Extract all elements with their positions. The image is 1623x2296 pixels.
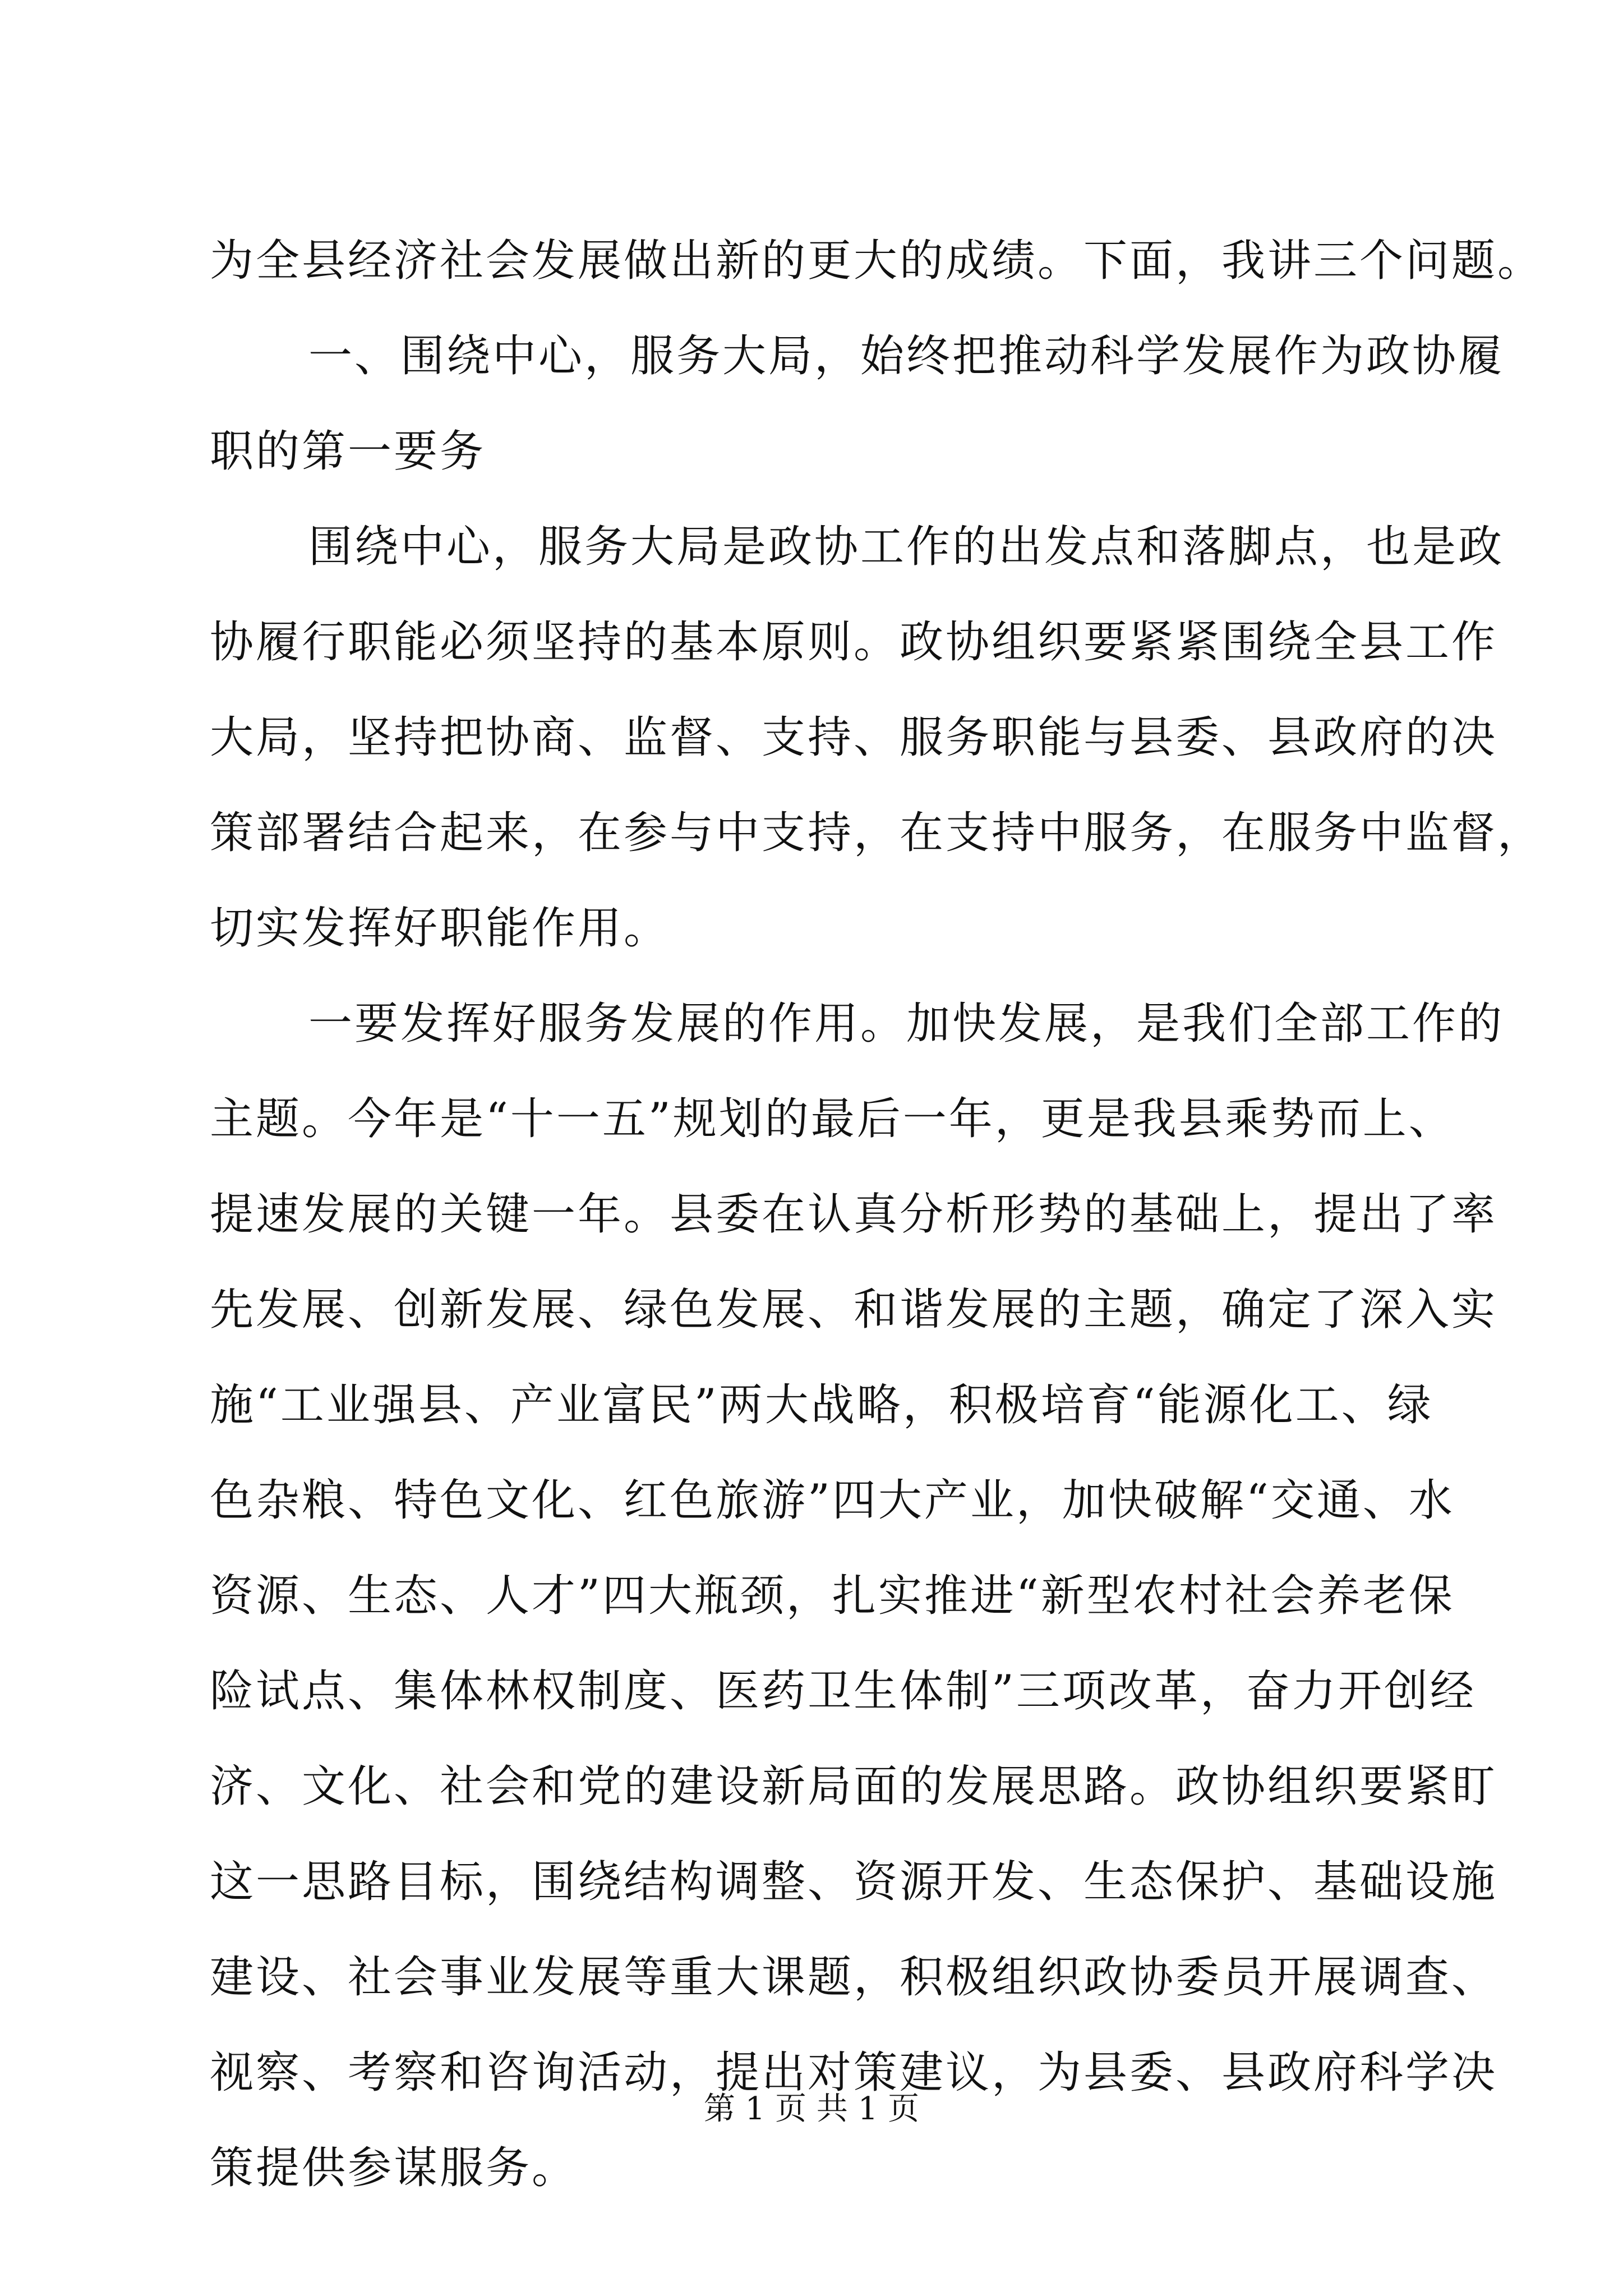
text-line: 资源、生态、人才”四大瓶颈，扎实推进“新型农村社会养老保: [210, 1571, 1455, 1621]
section-heading-line: 职的第一要务: [210, 426, 486, 477]
text-line: 济、文化、社会和党的建设新局面的发展思路。政协组织要紧盯: [210, 1761, 1498, 1812]
text-line: 这一思路目标，围绕结构调整、资源开发、生态保护、基础设施: [210, 1857, 1498, 1907]
section-heading-line: 一、围绕中心，服务大局，始终把推动科学发展作为政协履: [308, 331, 1505, 381]
text-line: 为全县经济社会发展做出新的更大的成绩。下面，我讲三个问题。: [210, 236, 1544, 286]
text-line: 主题。今年是“十一五”规划的最后一年，更是我县乘势而上、: [210, 1094, 1455, 1144]
text-line: 策部署结合起来，在参与中支持，在支持中服务，在服务中监督，: [210, 808, 1544, 858]
text-line: 切实发挥好职能作用。: [210, 903, 670, 954]
text-line: 提速发展的关键一年。县委在认真分析形势的基础上，提出了率: [210, 1189, 1498, 1240]
text-line: 围绕中心，服务大局是政协工作的出发点和落脚点，也是政: [308, 522, 1505, 572]
page-number-footer: 第 1 页 共 1 页: [703, 2091, 920, 2127]
text-line: 险试点、集体林权制度、医药卫生体制”三项改革，奋力开创经: [210, 1666, 1476, 1717]
text-line: 先发展、创新发展、绿色发展、和谐发展的主题，确定了深入实: [210, 1285, 1498, 1335]
text-line: 策提供参谋服务。: [210, 2143, 578, 2193]
text-line: 大局，坚持把协商、监督、支持、服务职能与县委、县政府的决: [210, 712, 1498, 763]
text-line: 一要发挥好服务发展的作用。加快发展，是我们全部工作的: [308, 999, 1505, 1049]
text-line: 建设、社会事业发展等重大课题，积极组织政协委员开展调查、: [210, 1952, 1498, 2003]
text-line: 视察、考察和咨询活动，提出对策建议，为县委、县政府科学决: [210, 2047, 1498, 2098]
text-line: 色杂粮、特色文化、红色旅游”四大产业，加快破解“交通、水: [210, 1475, 1455, 1526]
document-body: [210, 213, 1544, 2216]
text-line: 施“工业强县、产业富民”两大战略，积极培育“能源化工、绿: [210, 1380, 1433, 1430]
text-line: 协履行职能必须坚持的基本原则。政协组织要紧紧围绕全县工作: [210, 617, 1498, 668]
